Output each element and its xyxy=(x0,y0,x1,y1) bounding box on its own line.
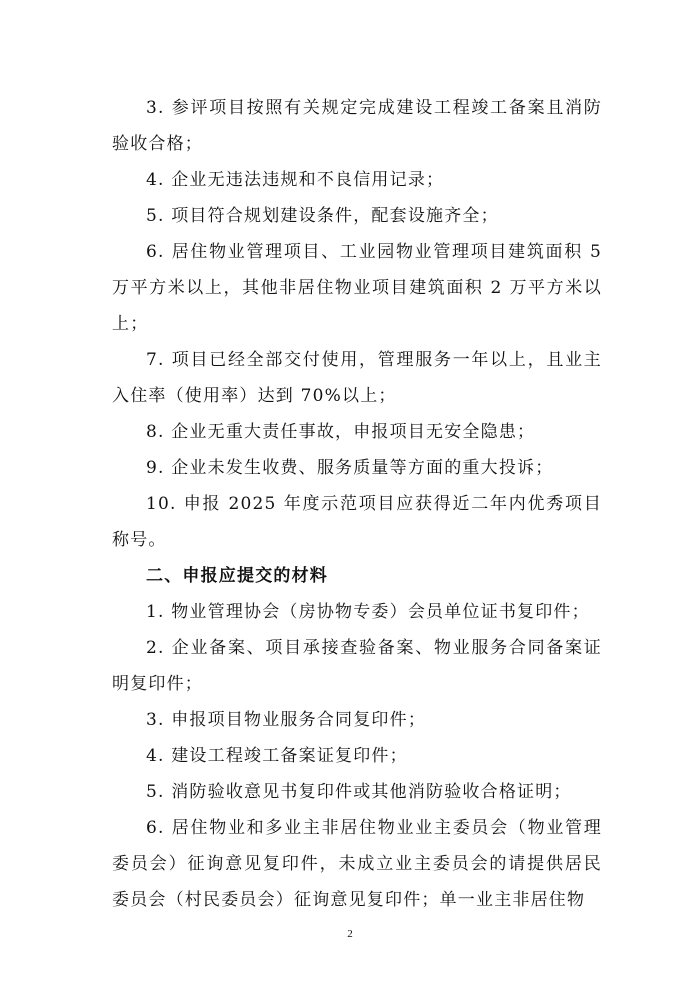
criteria-item-4: 4. 企业无违法违规和不良信用记录； xyxy=(146,170,445,190)
criteria-item-6: 6. 居住物业管理项目、工业园物业管理项目建筑面积 5 万平方米以上，其他非居住物业项目建筑面积 2 万平方米以上； xyxy=(112,242,602,334)
document-body xyxy=(112,90,602,918)
material-item-2: 2. 企业备案、项目承接查验备案、物业服务合同备案证明复印件； xyxy=(112,638,602,694)
material-item-1: 1. 物业管理协会（房协物专委）会员单位证书复印件； xyxy=(146,602,590,622)
material-item-5: 5. 消防验收意见书复印件或其他消防验收合格证明； xyxy=(146,782,572,802)
material-item-6: 6. 居住物业和多业主非居住物业业主委员会（物业管理委员会）征询意见复印件，未成立业主委员会的请提供居民委员会（村民委员会）征询意见复印件；单一业主非居住物 xyxy=(112,818,602,910)
criteria-item-9: 9. 企业未发生收费、服务质量等方面的重大投诉； xyxy=(146,458,554,478)
criteria-item-7: 7. 项目已经全部交付使用，管理服务一年以上，且业主入住率（使用率）达到 70%以上； xyxy=(112,350,602,406)
material-item-4: 4. 建设工程竣工备案证复印件； xyxy=(146,746,408,766)
section-heading-materials: 二、申报应提交的材料 xyxy=(146,566,328,586)
criteria-item-10: 10. 申报 2025 年度示范项目应获得近二年内优秀项目称号。 xyxy=(112,494,602,550)
criteria-item-8: 8. 企业无重大责任事故，申报项目无安全隐患； xyxy=(146,422,536,442)
criteria-item-5: 5. 项目符合规划建设条件，配套设施齐全； xyxy=(146,206,499,226)
material-item-3: 3. 申报项目物业服务合同复印件； xyxy=(146,710,427,730)
page-number: 2 xyxy=(347,928,353,940)
criteria-item-3: 3. 参评项目按照有关规定完成建设工程竣工备案且消防验收合格； xyxy=(112,98,602,154)
